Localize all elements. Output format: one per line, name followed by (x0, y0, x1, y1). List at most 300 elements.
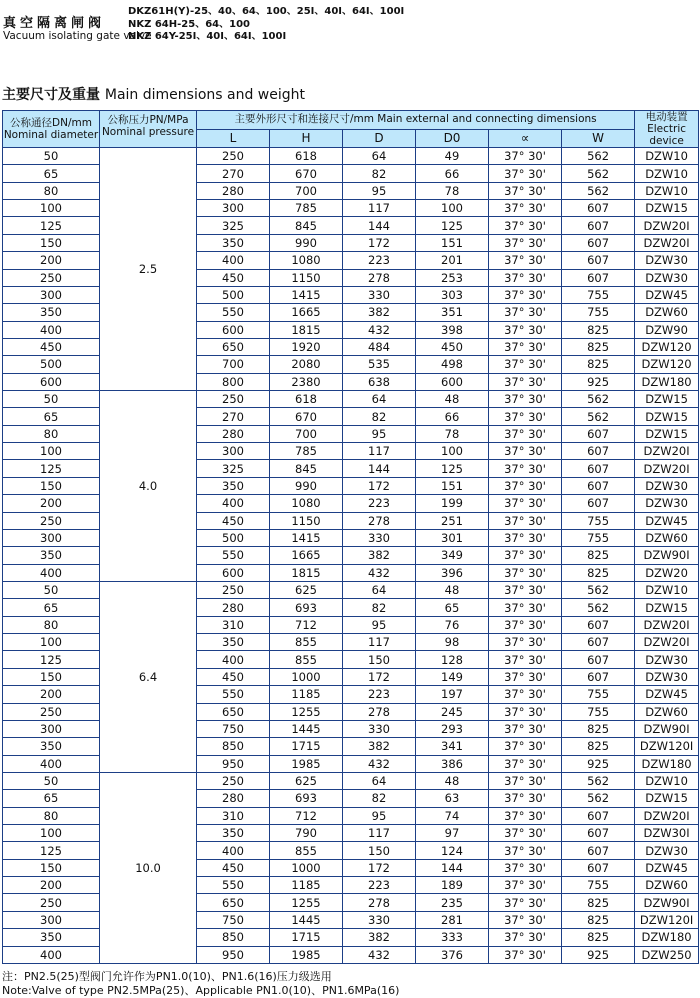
cell-dn: 500 (3, 356, 100, 373)
cell-w: 607 (562, 825, 635, 842)
cell-l: 270 (197, 408, 270, 425)
title-cn: 真空隔离闸阀 (3, 16, 106, 31)
table-body (3, 148, 699, 964)
cell-l: 750 (197, 720, 270, 737)
header-dn-cn: 公称通径DN/mm (10, 117, 92, 129)
cell-d: 64 (343, 148, 416, 165)
cell-angle: 37° 30' (489, 200, 562, 217)
table-row (3, 581, 699, 598)
cell-h: 845 (270, 460, 343, 477)
cell-w: 925 (562, 373, 635, 390)
cell-h: 1185 (270, 686, 343, 703)
cell-w: 607 (562, 477, 635, 494)
cell-angle: 37° 30' (489, 408, 562, 425)
cell-w: 607 (562, 616, 635, 633)
cell-pn: 6.4 (100, 581, 197, 772)
cell-w: 562 (562, 182, 635, 199)
cell-device: DZW250 (635, 946, 699, 963)
col-d0: D0 (416, 129, 489, 148)
cell-d: 172 (343, 234, 416, 251)
cell-d0: 66 (416, 408, 489, 425)
cell-d0: 341 (416, 738, 489, 755)
header-dev-cn: 电动装置 (645, 111, 688, 123)
cell-l: 550 (197, 304, 270, 321)
cell-w: 825 (562, 929, 635, 946)
cell-device: DZW90I (635, 720, 699, 737)
cell-h: 625 (270, 581, 343, 598)
cell-dn: 200 (3, 495, 100, 512)
cell-d: 82 (343, 599, 416, 616)
cell-dn: 300 (3, 911, 100, 928)
cell-h: 712 (270, 807, 343, 824)
cell-angle: 37° 30' (489, 304, 562, 321)
cell-dn: 80 (3, 616, 100, 633)
cell-w: 607 (562, 234, 635, 251)
cell-dn: 80 (3, 807, 100, 824)
cell-dn: 50 (3, 581, 100, 598)
cell-angle: 37° 30' (489, 425, 562, 442)
cell-device: DZW10 (635, 165, 699, 182)
cell-h: 670 (270, 165, 343, 182)
cell-h: 1815 (270, 564, 343, 581)
model-line: NKZ 64Y-25I、40I、64I、100I (128, 31, 287, 42)
cell-h: 693 (270, 790, 343, 807)
cell-dn: 50 (3, 148, 100, 165)
cell-device: DZW15 (635, 790, 699, 807)
cell-device: DZW120I (635, 911, 699, 928)
cell-h: 1715 (270, 738, 343, 755)
cell-h: 1985 (270, 946, 343, 963)
cell-dn: 600 (3, 373, 100, 390)
note-en: Note:Valve of type PN2.5MPa(25)、Applicable PN1.0(10)、PN1.6MPa(16) (2, 984, 400, 997)
cell-angle: 37° 30' (489, 581, 562, 598)
cell-d0: 76 (416, 616, 489, 633)
cell-l: 550 (197, 686, 270, 703)
cell-device: DZW120 (635, 356, 699, 373)
cell-h: 1665 (270, 304, 343, 321)
cell-l: 450 (197, 668, 270, 685)
cell-dn: 65 (3, 165, 100, 182)
cell-d: 95 (343, 807, 416, 824)
cell-w: 825 (562, 720, 635, 737)
cell-dn: 150 (3, 859, 100, 876)
cell-l: 400 (197, 495, 270, 512)
cell-device: DZW30 (635, 252, 699, 269)
cell-pn: 10.0 (100, 772, 197, 963)
cell-d0: 48 (416, 581, 489, 598)
cell-w: 825 (562, 894, 635, 911)
cell-l: 350 (197, 234, 270, 251)
cell-d: 95 (343, 425, 416, 442)
cell-d: 382 (343, 929, 416, 946)
cell-dn: 125 (3, 842, 100, 859)
cell-dn: 350 (3, 929, 100, 946)
cell-d0: 97 (416, 825, 489, 842)
cell-w: 562 (562, 581, 635, 598)
cell-l: 950 (197, 755, 270, 772)
cell-d: 432 (343, 321, 416, 338)
cell-angle: 37° 30' (489, 859, 562, 876)
cell-l: 650 (197, 338, 270, 355)
cell-d: 432 (343, 755, 416, 772)
cell-d0: 78 (416, 182, 489, 199)
cell-w: 607 (562, 842, 635, 859)
cell-angle: 37° 30' (489, 321, 562, 338)
cell-l: 400 (197, 252, 270, 269)
cell-w: 607 (562, 668, 635, 685)
cell-angle: 37° 30' (489, 338, 562, 355)
cell-dn: 250 (3, 703, 100, 720)
cell-dn: 80 (3, 425, 100, 442)
cell-device: DZW180 (635, 373, 699, 390)
cell-h: 1255 (270, 894, 343, 911)
cell-w: 825 (562, 564, 635, 581)
cell-dn: 125 (3, 651, 100, 668)
cell-d0: 253 (416, 269, 489, 286)
cell-dn: 100 (3, 200, 100, 217)
cell-device: DZW45 (635, 286, 699, 303)
cell-d0: 144 (416, 859, 489, 876)
cell-device: DZW10 (635, 581, 699, 598)
cell-w: 825 (562, 911, 635, 928)
cell-h: 1080 (270, 252, 343, 269)
cell-angle: 37° 30' (489, 825, 562, 842)
cell-w: 607 (562, 269, 635, 286)
cell-device: DZW20I (635, 234, 699, 251)
cell-l: 750 (197, 911, 270, 928)
cell-d: 82 (343, 165, 416, 182)
cell-angle: 37° 30' (489, 547, 562, 564)
cell-device: DZW120 (635, 338, 699, 355)
cell-dn: 250 (3, 512, 100, 529)
cell-d: 117 (343, 200, 416, 217)
cell-d0: 376 (416, 946, 489, 963)
cell-l: 600 (197, 321, 270, 338)
cell-angle: 37° 30' (489, 616, 562, 633)
cell-l: 280 (197, 790, 270, 807)
cell-d: 278 (343, 703, 416, 720)
cell-pn: 2.5 (100, 148, 197, 391)
note-cn: 注：PN2.5(25)型阀门允许作为PN1.0(10)、PN1.6(16)压力级选用 (2, 970, 332, 983)
cell-w: 562 (562, 391, 635, 408)
cell-dn: 80 (3, 182, 100, 199)
cell-h: 1445 (270, 911, 343, 928)
cell-angle: 37° 30' (489, 234, 562, 251)
cell-angle: 37° 30' (489, 217, 562, 234)
cell-angle: 37° 30' (489, 946, 562, 963)
cell-w: 607 (562, 460, 635, 477)
cell-d: 278 (343, 512, 416, 529)
cell-dn: 350 (3, 738, 100, 755)
cell-angle: 37° 30' (489, 929, 562, 946)
cell-d: 432 (343, 946, 416, 963)
cell-dn: 250 (3, 894, 100, 911)
cell-angle: 37° 30' (489, 911, 562, 928)
cell-w: 562 (562, 599, 635, 616)
col-d: D (343, 129, 416, 148)
cell-device: DZW20I (635, 217, 699, 234)
cell-l: 550 (197, 547, 270, 564)
cell-w: 607 (562, 634, 635, 651)
section-title-cn: 主要尺寸及重量 (2, 87, 100, 103)
cell-d0: 197 (416, 686, 489, 703)
header-dev-en1: Electric (647, 123, 687, 135)
header-nominal-diameter (3, 111, 100, 148)
cell-w: 925 (562, 755, 635, 772)
cell-w: 825 (562, 321, 635, 338)
cell-pn: 4.0 (100, 391, 197, 582)
cell-d0: 600 (416, 373, 489, 390)
cell-dn: 150 (3, 477, 100, 494)
cell-device: DZW10 (635, 182, 699, 199)
cell-l: 600 (197, 564, 270, 581)
cell-l: 850 (197, 738, 270, 755)
cell-d0: 189 (416, 877, 489, 894)
cell-angle: 37° 30' (489, 686, 562, 703)
cell-device: DZW10 (635, 772, 699, 789)
cell-d0: 303 (416, 286, 489, 303)
cell-w: 925 (562, 946, 635, 963)
cell-w: 607 (562, 200, 635, 217)
cell-angle: 37° 30' (489, 477, 562, 494)
cell-h: 1715 (270, 929, 343, 946)
cell-d0: 125 (416, 460, 489, 477)
cell-d0: 201 (416, 252, 489, 269)
cell-d: 172 (343, 668, 416, 685)
cell-w: 755 (562, 304, 635, 321)
cell-angle: 37° 30' (489, 443, 562, 460)
col-h: H (270, 129, 343, 148)
cell-h: 700 (270, 182, 343, 199)
cell-device: DZW90I (635, 547, 699, 564)
cell-d0: 48 (416, 772, 489, 789)
col-angle: ∝ (489, 129, 562, 148)
cell-h: 785 (270, 200, 343, 217)
cell-l: 325 (197, 460, 270, 477)
cell-l: 280 (197, 425, 270, 442)
cell-h: 1985 (270, 755, 343, 772)
cell-d0: 301 (416, 529, 489, 546)
cell-d: 330 (343, 529, 416, 546)
cell-h: 1415 (270, 286, 343, 303)
cell-w: 607 (562, 651, 635, 668)
cell-h: 855 (270, 842, 343, 859)
header-nominal-pressure (100, 111, 197, 148)
cell-h: 625 (270, 772, 343, 789)
cell-d: 330 (343, 911, 416, 928)
cell-d: 382 (343, 547, 416, 564)
header-dimensions: 主要外形尺寸和连接尺寸/mm Main external and connecting dimensions (197, 111, 635, 130)
cell-l: 800 (197, 373, 270, 390)
cell-l: 325 (197, 217, 270, 234)
cell-d: 172 (343, 859, 416, 876)
cell-d0: 235 (416, 894, 489, 911)
cell-dn: 65 (3, 790, 100, 807)
table-header-row (3, 111, 699, 130)
cell-device: DZW30 (635, 477, 699, 494)
cell-dn: 350 (3, 304, 100, 321)
cell-h: 790 (270, 825, 343, 842)
header-electric-device (635, 111, 699, 148)
cell-d: 144 (343, 217, 416, 234)
cell-d: 117 (343, 634, 416, 651)
cell-dn: 65 (3, 408, 100, 425)
cell-dn: 350 (3, 547, 100, 564)
cell-d: 64 (343, 772, 416, 789)
cell-h: 618 (270, 391, 343, 408)
cell-w: 755 (562, 512, 635, 529)
dimensions-table (2, 110, 699, 964)
cell-w: 825 (562, 547, 635, 564)
cell-l: 450 (197, 269, 270, 286)
cell-d0: 293 (416, 720, 489, 737)
cell-h: 1920 (270, 338, 343, 355)
cell-angle: 37° 30' (489, 165, 562, 182)
cell-d0: 151 (416, 477, 489, 494)
cell-d: 638 (343, 373, 416, 390)
col-w: W (562, 129, 635, 148)
cell-device: DZW60 (635, 703, 699, 720)
cell-w: 607 (562, 807, 635, 824)
section-title-en: Main dimensions and weight (104, 87, 306, 103)
cell-d0: 199 (416, 495, 489, 512)
cell-h: 1415 (270, 529, 343, 546)
cell-d: 330 (343, 720, 416, 737)
cell-h: 1665 (270, 547, 343, 564)
model-line: NKZ 64H-25、64、100 (128, 18, 250, 30)
cell-h: 1080 (270, 495, 343, 512)
cell-l: 300 (197, 443, 270, 460)
cell-w: 825 (562, 338, 635, 355)
cell-d: 223 (343, 495, 416, 512)
cell-h: 2080 (270, 356, 343, 373)
cell-h: 2380 (270, 373, 343, 390)
cell-device: DZW60 (635, 304, 699, 321)
cell-device: DZW90I (635, 894, 699, 911)
cell-h: 855 (270, 634, 343, 651)
cell-h: 712 (270, 616, 343, 633)
cell-d0: 100 (416, 443, 489, 460)
cell-device: DZW15 (635, 200, 699, 217)
cell-device: DZW60 (635, 529, 699, 546)
cell-d0: 63 (416, 790, 489, 807)
cell-angle: 37° 30' (489, 373, 562, 390)
cell-device: DZW30 (635, 495, 699, 512)
cell-w: 607 (562, 217, 635, 234)
cell-device: DZW30 (635, 651, 699, 668)
cell-d: 223 (343, 252, 416, 269)
cell-w: 607 (562, 859, 635, 876)
cell-dn: 400 (3, 946, 100, 963)
cell-w: 755 (562, 286, 635, 303)
cell-h: 990 (270, 234, 343, 251)
cell-h: 670 (270, 408, 343, 425)
section-title (2, 84, 305, 104)
cell-angle: 37° 30' (489, 634, 562, 651)
cell-dn: 300 (3, 720, 100, 737)
cell-angle: 37° 30' (489, 703, 562, 720)
cell-d0: 245 (416, 703, 489, 720)
cell-l: 500 (197, 529, 270, 546)
cell-device: DZW90 (635, 321, 699, 338)
cell-d: 150 (343, 651, 416, 668)
cell-l: 450 (197, 512, 270, 529)
cell-dn: 50 (3, 391, 100, 408)
cell-angle: 37° 30' (489, 269, 562, 286)
cell-h: 1000 (270, 668, 343, 685)
cell-w: 607 (562, 425, 635, 442)
cell-angle: 37° 30' (489, 356, 562, 373)
cell-angle: 37° 30' (489, 495, 562, 512)
cell-dn: 100 (3, 443, 100, 460)
cell-d: 95 (343, 182, 416, 199)
header-dev-en2: device (649, 135, 684, 147)
cell-w: 607 (562, 443, 635, 460)
cell-angle: 37° 30' (489, 460, 562, 477)
cell-d0: 65 (416, 599, 489, 616)
cell-h: 785 (270, 443, 343, 460)
cell-d: 64 (343, 581, 416, 598)
cell-device: DZW20I (635, 443, 699, 460)
cell-d0: 398 (416, 321, 489, 338)
cell-angle: 37° 30' (489, 807, 562, 824)
cell-angle: 37° 30' (489, 286, 562, 303)
cell-dn: 200 (3, 686, 100, 703)
cell-device: DZW20 (635, 564, 699, 581)
cell-d0: 498 (416, 356, 489, 373)
cell-l: 280 (197, 599, 270, 616)
cell-device: DZW45 (635, 859, 699, 876)
cell-angle: 37° 30' (489, 877, 562, 894)
cell-d0: 124 (416, 842, 489, 859)
cell-angle: 37° 30' (489, 148, 562, 165)
cell-d0: 349 (416, 547, 489, 564)
cell-dn: 400 (3, 564, 100, 581)
cell-d0: 48 (416, 391, 489, 408)
cell-d0: 66 (416, 165, 489, 182)
col-l: L (197, 129, 270, 148)
cell-d0: 149 (416, 668, 489, 685)
cell-d0: 128 (416, 651, 489, 668)
cell-angle: 37° 30' (489, 894, 562, 911)
cell-d0: 450 (416, 338, 489, 355)
cell-device: DZW10 (635, 148, 699, 165)
table-row (3, 148, 699, 165)
cell-d: 144 (343, 460, 416, 477)
cell-angle: 37° 30' (489, 599, 562, 616)
cell-w: 607 (562, 252, 635, 269)
cell-angle: 37° 30' (489, 842, 562, 859)
cell-dn: 125 (3, 460, 100, 477)
cell-angle: 37° 30' (489, 529, 562, 546)
cell-angle: 37° 30' (489, 738, 562, 755)
cell-w: 755 (562, 877, 635, 894)
cell-device: DZW45 (635, 686, 699, 703)
cell-device: DZW15 (635, 599, 699, 616)
cell-angle: 37° 30' (489, 564, 562, 581)
cell-device: DZW30 (635, 668, 699, 685)
cell-device: DZW15 (635, 408, 699, 425)
cell-w: 562 (562, 165, 635, 182)
cell-h: 1000 (270, 859, 343, 876)
cell-dn: 400 (3, 321, 100, 338)
cell-d: 95 (343, 616, 416, 633)
cell-dn: 300 (3, 529, 100, 546)
cell-dn: 150 (3, 234, 100, 251)
cell-dn: 50 (3, 772, 100, 789)
cell-d0: 100 (416, 200, 489, 217)
cell-l: 270 (197, 165, 270, 182)
